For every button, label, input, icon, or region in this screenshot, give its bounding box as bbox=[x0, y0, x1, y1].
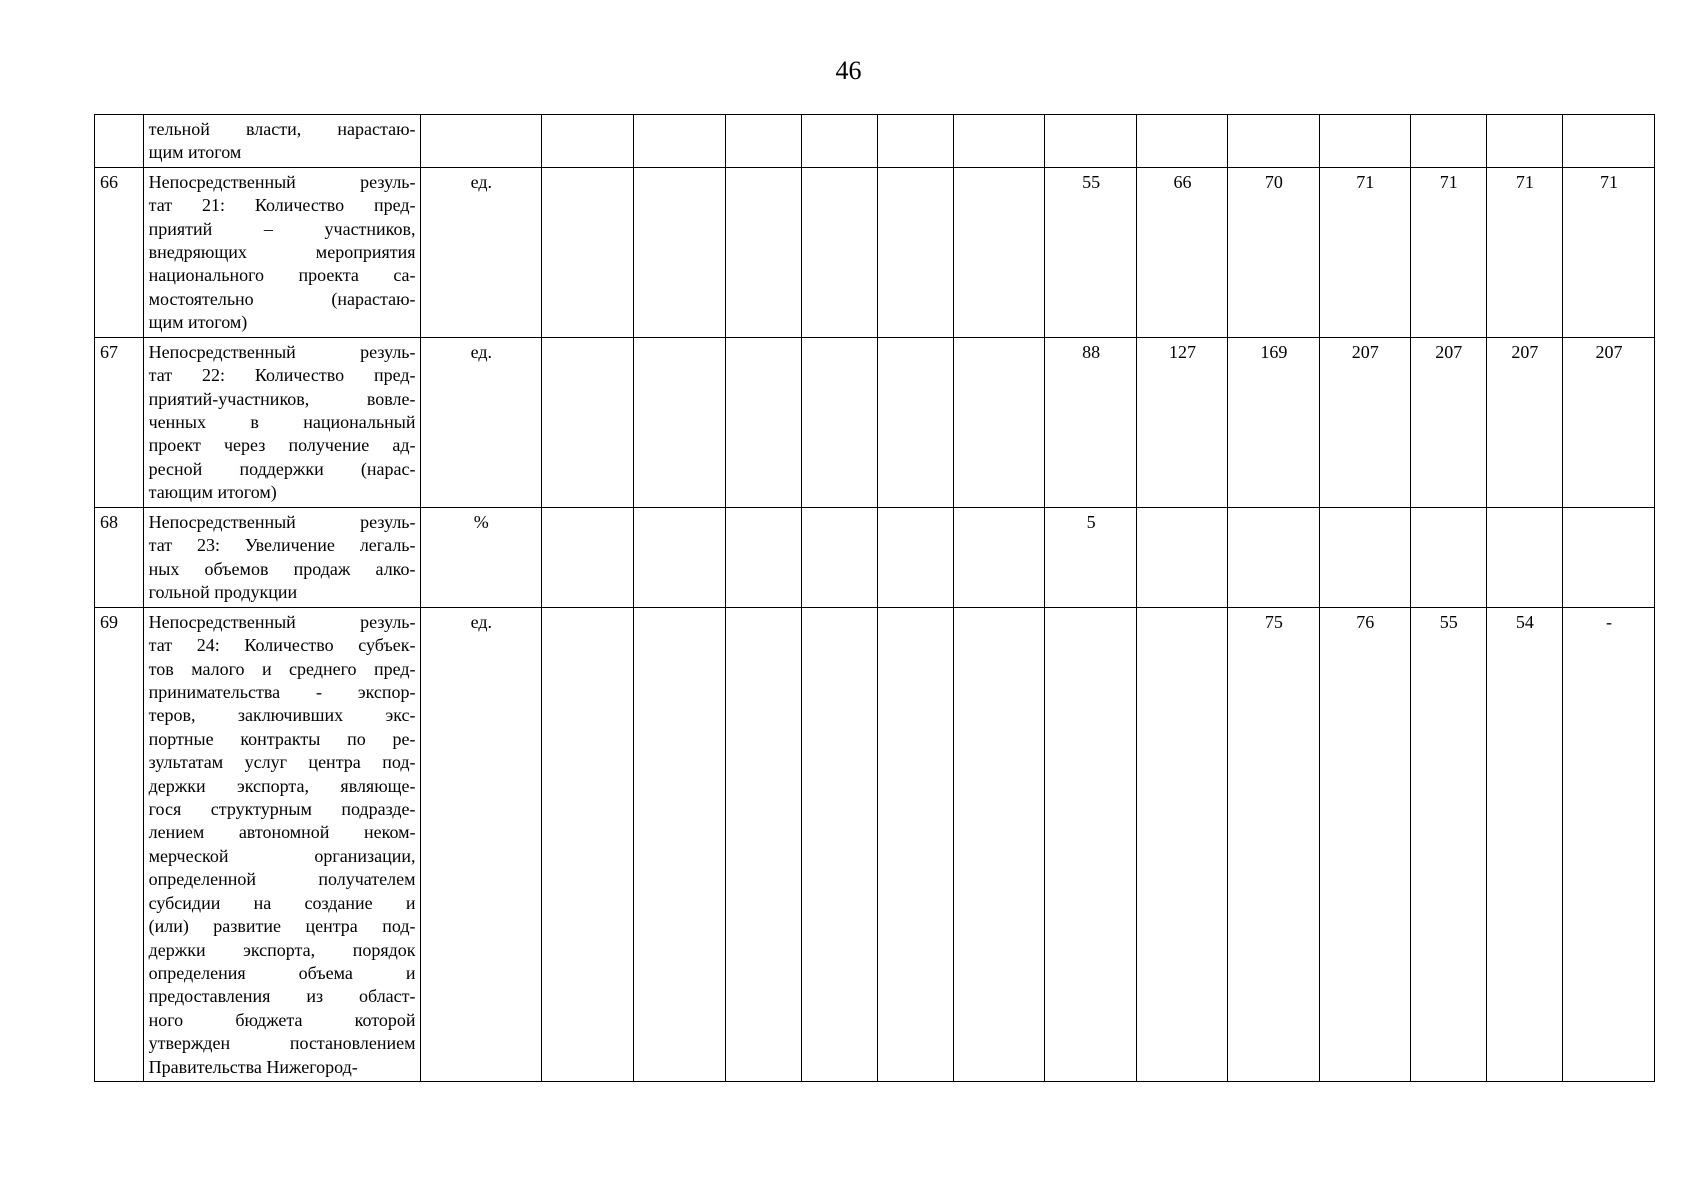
value-cell: 70 bbox=[1227, 167, 1319, 337]
value-cell bbox=[542, 115, 634, 168]
value-cell bbox=[725, 167, 801, 337]
value-cell bbox=[878, 115, 954, 168]
value-cell bbox=[542, 607, 634, 1081]
value-cell bbox=[802, 607, 878, 1081]
value-cell: 169 bbox=[1227, 337, 1319, 507]
indicators-table bbox=[94, 114, 1655, 1082]
description-line: субсидии на создание и bbox=[148, 892, 416, 913]
value-cell bbox=[1137, 607, 1228, 1081]
value-cell bbox=[1045, 115, 1137, 168]
indicator-description bbox=[143, 507, 420, 607]
indicator-description bbox=[143, 337, 420, 507]
description-line: ных объемов продаж алко- bbox=[148, 558, 416, 579]
value-cell: 207 bbox=[1486, 337, 1562, 507]
description-line: (или) развитие центра под- bbox=[148, 916, 416, 937]
indicator-description bbox=[143, 607, 420, 1081]
description-line: ного бюджета которой bbox=[148, 1009, 416, 1030]
value-cell: 71 bbox=[1410, 167, 1486, 337]
description-line: щим итогом) bbox=[148, 312, 248, 333]
value-cell bbox=[1410, 507, 1486, 607]
value-cell bbox=[1319, 115, 1410, 168]
value-cell bbox=[725, 337, 801, 507]
description-line: Непосредственный резуль- bbox=[148, 341, 416, 362]
value-cell: 76 bbox=[1319, 607, 1410, 1081]
value-cell: 88 bbox=[1045, 337, 1137, 507]
value-cell bbox=[633, 115, 725, 168]
description-line: лением автономной неком- bbox=[148, 822, 416, 843]
description-line: Непосредственный резуль- bbox=[148, 611, 416, 632]
value-cell bbox=[802, 115, 878, 168]
unit-cell: ед. bbox=[420, 337, 542, 507]
description-line: приятий-участников, вовле- bbox=[148, 388, 416, 409]
value-cell bbox=[1137, 115, 1228, 168]
value-cell bbox=[878, 507, 954, 607]
value-cell bbox=[1137, 507, 1228, 607]
description-line: ресной поддержки (нарас- bbox=[148, 458, 416, 479]
value-cell bbox=[633, 607, 725, 1081]
row-number: 68 bbox=[95, 507, 144, 607]
unit-cell: % bbox=[420, 507, 542, 607]
description-line: теров, заключивших экс- bbox=[148, 705, 416, 726]
description-line: гольной продукции bbox=[148, 582, 298, 603]
description-line: определения объема и bbox=[148, 962, 416, 983]
description-line: тат 24: Количество субъек- bbox=[148, 635, 416, 656]
value-cell: 207 bbox=[1319, 337, 1410, 507]
value-cell bbox=[542, 337, 634, 507]
value-cell bbox=[802, 167, 878, 337]
value-cell bbox=[1227, 115, 1319, 168]
value-cell: 55 bbox=[1410, 607, 1486, 1081]
value-cell bbox=[725, 115, 801, 168]
value-cell bbox=[878, 337, 954, 507]
table-body bbox=[95, 115, 1655, 1082]
value-cell bbox=[542, 167, 634, 337]
description-line: тов малого и среднего пред- bbox=[148, 658, 416, 679]
description-line: принимательства - экспор- bbox=[148, 682, 416, 703]
value-cell: 55 bbox=[1045, 167, 1137, 337]
description-line: утвержден постановлением bbox=[148, 1033, 416, 1054]
value-cell bbox=[954, 607, 1045, 1081]
value-cell bbox=[725, 507, 801, 607]
description-line: определенной получателем bbox=[148, 869, 416, 890]
indicator-description bbox=[143, 115, 420, 168]
table-row bbox=[95, 115, 1655, 168]
description-line: предоставления из област- bbox=[148, 986, 416, 1007]
description-line: гося структурным подразде- bbox=[148, 799, 416, 820]
description-line: ченных в национальный bbox=[148, 412, 416, 433]
value-cell: 66 bbox=[1137, 167, 1228, 337]
value-cell: 54 bbox=[1486, 607, 1562, 1081]
description-line: приятий – участников, bbox=[148, 218, 416, 239]
table-row bbox=[95, 167, 1655, 337]
description-line: внедряющих мероприятия bbox=[148, 242, 416, 263]
value-cell: 71 bbox=[1486, 167, 1562, 337]
value-cell bbox=[1486, 507, 1562, 607]
description-line: зультатам услуг центра под- bbox=[148, 752, 416, 773]
row-number: 67 bbox=[95, 337, 144, 507]
value-cell bbox=[954, 507, 1045, 607]
description-line: щим итогом bbox=[148, 142, 242, 163]
value-cell bbox=[878, 167, 954, 337]
value-cell bbox=[802, 337, 878, 507]
description-line: тат 23: Увеличение легаль- bbox=[148, 535, 416, 556]
unit-cell bbox=[420, 115, 542, 168]
description-line: держки экспорта, являюще- bbox=[148, 775, 416, 796]
description-line: тат 22: Количество пред- bbox=[148, 365, 416, 386]
unit-cell: ед. bbox=[420, 607, 542, 1081]
table-row bbox=[95, 507, 1655, 607]
description-line: мостоятельно (нарастаю- bbox=[148, 288, 416, 309]
value-cell: 207 bbox=[1562, 337, 1654, 507]
value-cell: 5 bbox=[1045, 507, 1137, 607]
description-line: тат 21: Количество пред- bbox=[148, 195, 416, 216]
value-cell bbox=[725, 607, 801, 1081]
value-cell bbox=[878, 607, 954, 1081]
description-line: национального проекта са- bbox=[148, 265, 416, 286]
description-line: тающим итогом) bbox=[148, 482, 277, 503]
value-cell bbox=[1410, 115, 1486, 168]
row-number bbox=[95, 115, 144, 168]
description-line: Непосредственный резуль- bbox=[148, 171, 416, 192]
value-cell bbox=[954, 337, 1045, 507]
value-cell bbox=[1319, 507, 1410, 607]
value-cell: 127 bbox=[1137, 337, 1228, 507]
page-number: 46 bbox=[835, 56, 862, 85]
value-cell bbox=[1227, 507, 1319, 607]
value-cell bbox=[1486, 115, 1562, 168]
value-cell bbox=[633, 507, 725, 607]
description-line: портные контракты по ре- bbox=[148, 728, 416, 749]
value-cell bbox=[1045, 607, 1137, 1081]
value-cell bbox=[633, 167, 725, 337]
value-cell: - bbox=[1562, 607, 1654, 1081]
description-line: Правительства Нижегород- bbox=[148, 1056, 358, 1077]
row-number: 69 bbox=[95, 607, 144, 1081]
table-row bbox=[95, 607, 1655, 1081]
value-cell bbox=[1562, 507, 1654, 607]
description-line: Непосредственный резуль- bbox=[148, 511, 416, 532]
value-cell: 71 bbox=[1562, 167, 1654, 337]
description-line: держки экспорта, порядок bbox=[148, 939, 416, 960]
value-cell bbox=[954, 115, 1045, 168]
value-cell bbox=[1562, 115, 1654, 168]
value-cell: 75 bbox=[1227, 607, 1319, 1081]
value-cell bbox=[802, 507, 878, 607]
unit-cell: ед. bbox=[420, 167, 542, 337]
value-cell bbox=[954, 167, 1045, 337]
description-line: проект через получение ад- bbox=[148, 435, 416, 456]
value-cell: 71 bbox=[1319, 167, 1410, 337]
description-line: мерческой организации, bbox=[148, 845, 416, 866]
value-cell: 207 bbox=[1410, 337, 1486, 507]
row-number: 66 bbox=[95, 167, 144, 337]
table-row bbox=[95, 337, 1655, 507]
indicator-description bbox=[143, 167, 420, 337]
description-line: тельной власти, нарастаю- bbox=[148, 119, 416, 139]
value-cell bbox=[633, 337, 725, 507]
value-cell bbox=[542, 507, 634, 607]
